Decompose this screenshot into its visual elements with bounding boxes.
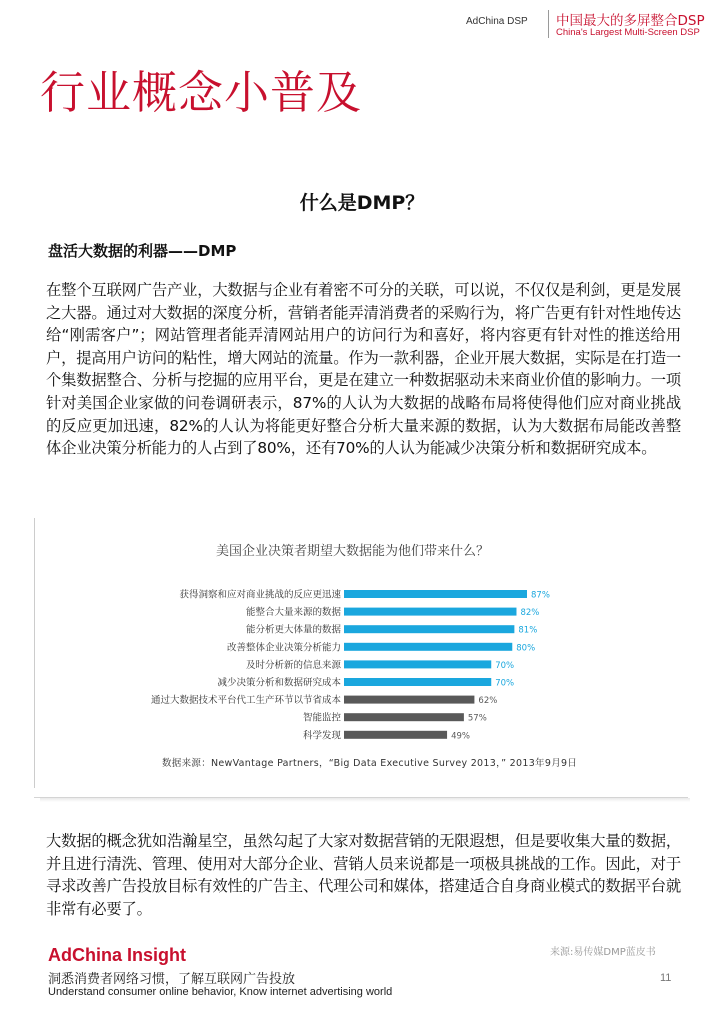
footer-source: 来源:易传媒DMP蓝皮书: [550, 947, 656, 958]
footer-tagline-en: Understand consumer online behavior, Know internet advertising world: [48, 986, 393, 998]
bar: [344, 678, 491, 686]
category-label: 改善整体企业决策分析能力: [226, 642, 341, 654]
footer-tagline-cn: 洞悉消费者网络习惯，了解互联网广告投放: [48, 972, 296, 987]
sub-heading: 盘活大数据的利器——DMP: [48, 242, 237, 260]
category-label: 减少决策分析和数据研究成本: [217, 677, 341, 689]
bar: [344, 713, 464, 721]
page-number: 11: [660, 972, 672, 984]
category-label: 智能监控: [302, 712, 341, 724]
value-label: 57%: [467, 713, 487, 724]
header-brand: AdChina DSP: [466, 16, 528, 27]
page-title: 行业概念小普及: [40, 66, 363, 119]
category-label: 及时分析新的信息来源: [245, 659, 341, 671]
chart-source: 数据来源：NewVantage Partners，“Big Data Executive Survey 2013，” 2013年9月9日: [162, 758, 578, 769]
value-label: 81%: [518, 625, 538, 636]
footer-brand: AdChina Insight: [48, 945, 186, 965]
value-label: 70%: [495, 660, 515, 671]
value-label: 80%: [516, 643, 536, 654]
header-slogan-cn: 中国最大的多屏整合DSP: [556, 13, 705, 29]
category-label: 通过大数据技术平台代工生产环节以节省成本: [150, 695, 341, 707]
bar: [344, 696, 474, 704]
header-slogan-en: China's Largest Multi-Screen DSP: [556, 27, 700, 38]
value-label: 82%: [520, 608, 540, 619]
value-label: 62%: [478, 696, 498, 707]
bar: [344, 643, 512, 651]
bar: [344, 660, 491, 668]
value-label: 87%: [531, 590, 550, 601]
category-label: 能分析更大体量的数据: [245, 624, 341, 636]
bar: [344, 608, 516, 616]
bar: [344, 625, 514, 633]
section-title: 什么是DMP？: [299, 192, 425, 214]
chart-title: 美国企业决策者期望大数据能为他们带来什么？: [216, 544, 490, 559]
bar: [344, 590, 527, 598]
value-label: 49%: [451, 731, 470, 742]
bar: [344, 731, 447, 739]
value-label: 70%: [495, 678, 515, 689]
category-label: 能整合大量来源的数据: [245, 607, 341, 619]
body-paragraph-2: 大数据的概念犹如浩瀚星空，虽然勾起了大家对数据营销的无限遐想，但是要收集大量的数据，并且进行清洗、管理、使用对大部分企业、营销人员来说都是一项极具挑战的工作。因此，对于寻求改善广告投放目标有效性的广告主、代理公司和媒体，搭建适合自身商业模式的数据平台就非常有必要了。: [46, 832, 681, 918]
body-paragraph-1: 在整个互联网广告产业，大数据与企业有着密不可分的关联，可以说，不仅仅是利剑，更是发展之大器。通过对大数据的深度分析，营销者能弄清消费者的采购行为，将广告更有针对性地传达给“刚需客户”；网站管理者能弄清网站用户的访问行为和喜好，将内容更有针对性的推送给用户，提高用户访问的粘性，增大网站的流量。作为一款利器，企业开展大数据，实际是在打造一个集数据整合、分析与挖掘的应用平台，更是在建立一种数据驱动未来商业价值的影响力。一项针对美国企业家做的问卷调研表示，87%的人认为大数据的战略布局将使得他们应对商业挑战的反应更加迅速，82%的人认为将能更好整合分析大量来源的数据，认为大数据布局能改善整体企业决策分析能力的人占到了80%，还有70%的人认为能减少决策分析和数据研究成本。: [46, 281, 681, 458]
category-label: 科学发现: [302, 730, 341, 742]
header-divider: [548, 10, 549, 38]
category-label: 获得洞察和应对商业挑战的反应更迅速: [179, 589, 341, 601]
chart-panel-shadow: [40, 798, 690, 802]
